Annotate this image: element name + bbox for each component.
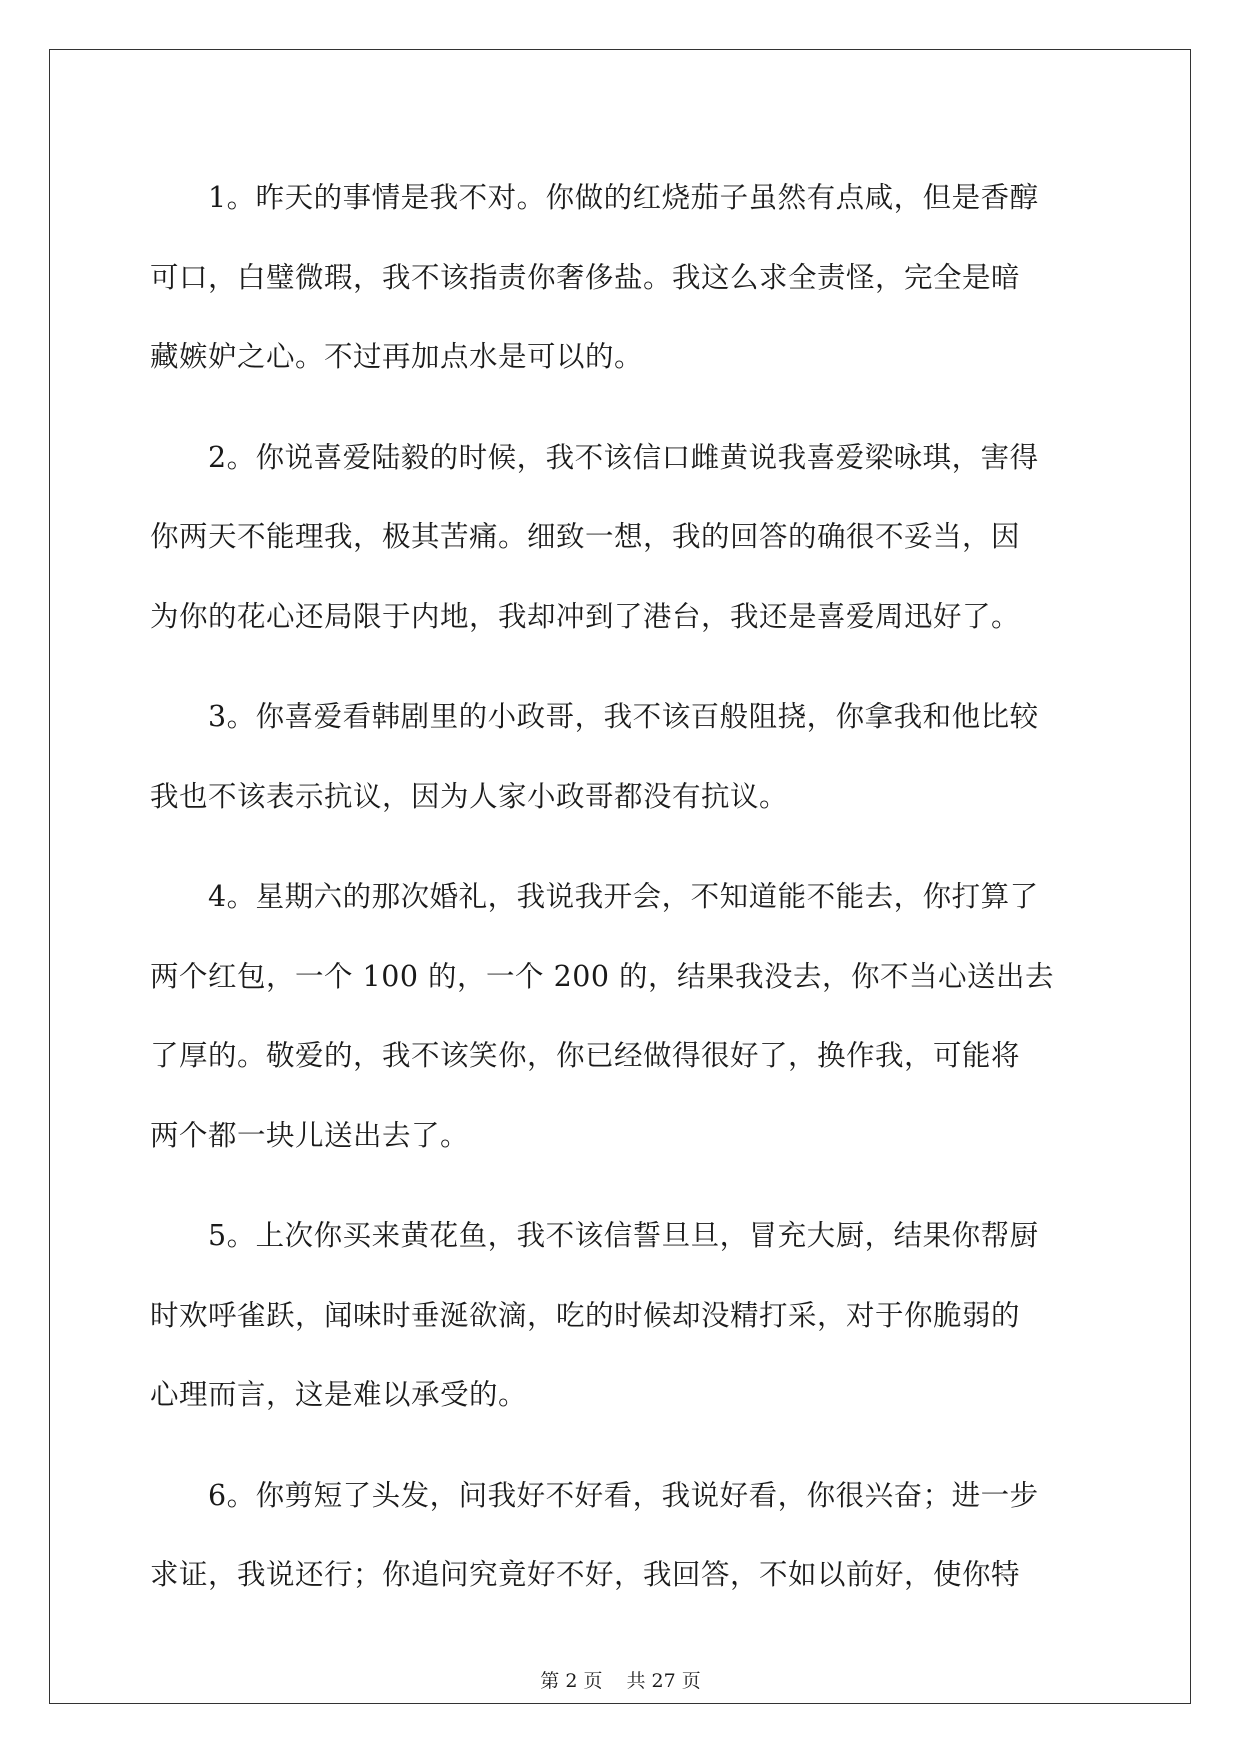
paragraph-5 (150, 1196, 1080, 1435)
text-line: 求证，我说还行；你追问究竟好不好，我回答，不如以前好，使你特 (150, 1558, 1021, 1591)
page-footer (0, 1666, 1241, 1693)
page-total: 共 27 页 (626, 1670, 701, 1692)
text-line: 为你的花心还局限于内地，我却冲到了港台，我还是喜爱周迅好了。 (150, 599, 1021, 633)
paragraph-2 (150, 418, 1080, 657)
paragraph-1 (150, 158, 1080, 397)
text-line: 心理而言，这是难以承受的。 (150, 1378, 528, 1411)
paragraph-6 (150, 1456, 1080, 1615)
text-line: 两个都一块儿送出去了。 (150, 1118, 470, 1152)
text-line: 4。星期六的那次婚礼，我说我开会，不知道能不能去，你打算了 (150, 880, 1039, 913)
page-number: 第 2 页 (540, 1670, 603, 1692)
text-line: 5。上次你买来黄花鱼，我不该信誓旦旦，冒充大厨，结果你帮厨 (150, 1219, 1039, 1252)
text-line: 我也不该表示抗议，因为人家小政哥都没有抗议。 (150, 779, 789, 813)
text-line: 你两天不能理我，极其苦痛。细致一想，我的回答的确很不妥当，因 (150, 520, 1021, 553)
text-line: 了厚的。敬爱的，我不该笑你，你已经做得很好了，换作我，可能将 (150, 1039, 1021, 1072)
text-line: 两个红包，一个 100 的，一个 200 的，结果我没去，你不当心送出去 (150, 959, 1055, 993)
text-line: 3。你喜爱看韩剧里的小政哥，我不该百般阻挠，你拿我和他比较 (150, 700, 1039, 733)
text-line: 6。你剪短了头发，问我好不好看，我说好看，你很兴奋；进一步 (150, 1478, 1039, 1512)
text-line: 可口，白璧微瑕，我不该指责你奢侈盐。我这么求全责怪，完全是暗 (150, 260, 1021, 294)
document-body (150, 158, 1080, 1615)
text-line: 藏嫉妒之心。不过再加点水是可以的。 (150, 340, 644, 373)
text-line: 2。你说喜爱陆毅的时候，我不该信口雌黄说我喜爱梁咏琪，害得 (150, 440, 1039, 474)
text-line: 时欢呼雀跃，闻味时垂涎欲滴，吃的时候却没精打采，对于你脆弱的 (150, 1298, 1021, 1332)
text-line: 1。昨天的事情是我不对。你做的红烧茄子虽然有点咸，但是香醇 (150, 181, 1039, 214)
paragraph-3 (150, 677, 1080, 836)
paragraph-4 (150, 857, 1080, 1175)
